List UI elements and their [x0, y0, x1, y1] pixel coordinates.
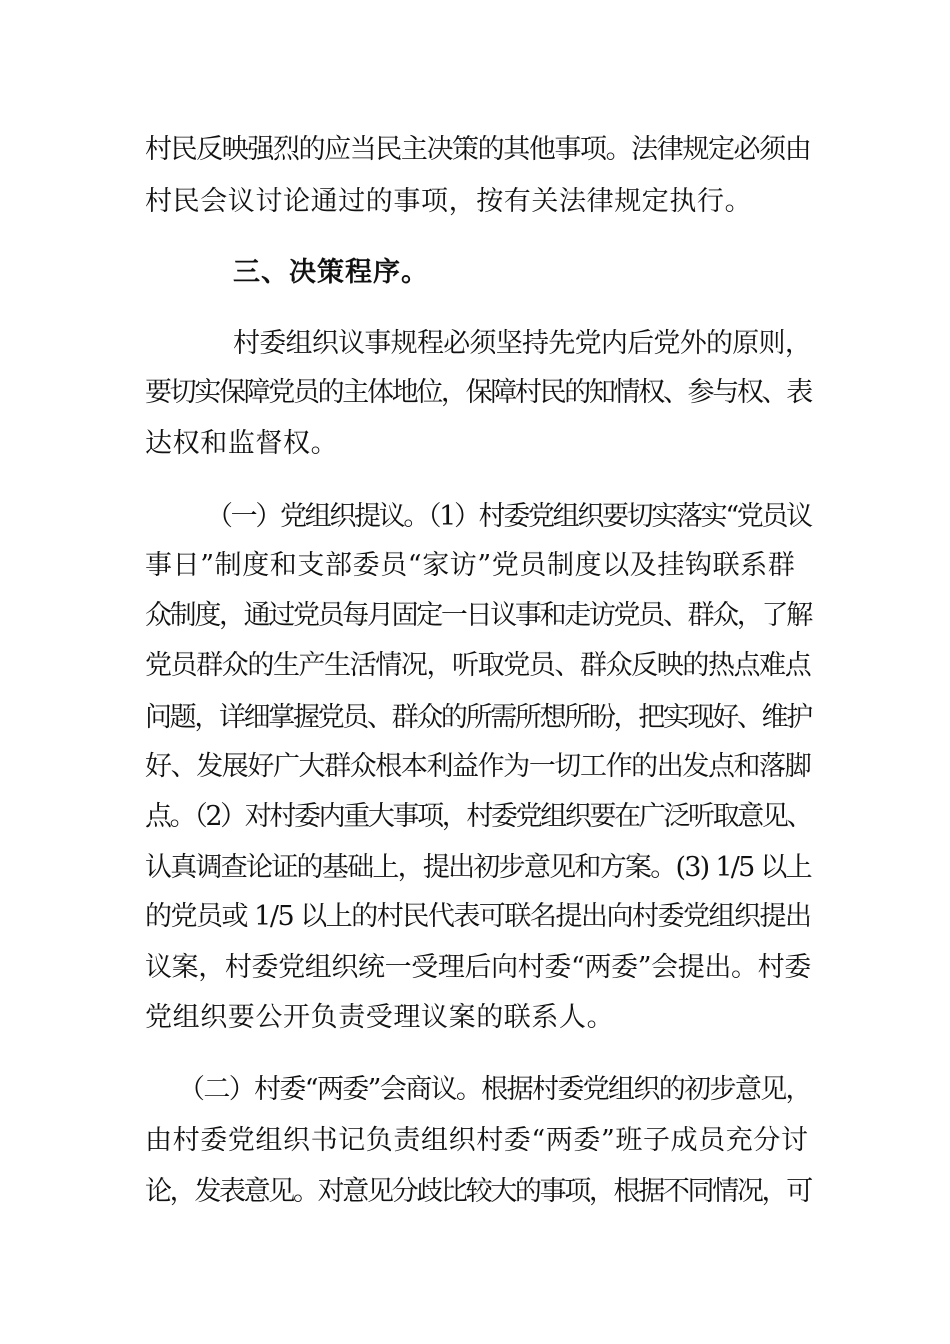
body-text-line: 好、发展好广大群众根本利益作为一切工作的出发点和落脚 — [145, 751, 811, 782]
body-text-line: 党员群众的生产生活情况，听取党员、群众反映的热点难点 — [145, 650, 811, 681]
body-text-line: 问题，详细掌握党员、群众的所需所想所盼，把实现好、维护 — [145, 702, 811, 733]
body-text-line: 议案，村委党组织统一受理后向村委“两委”会提出。村委 — [145, 952, 811, 983]
body-text-line: 认真调查论证的基础上，提出初步意见和方案。(3) 1/5 以上 — [145, 852, 811, 883]
body-text-line: 党组织要公开负责受理议案的联系人。 — [145, 1002, 615, 1033]
body-text-line: （一）党组织提议。（1）村委党组织要切实落实“党员议 — [206, 501, 811, 532]
body-text-line: 点。（2）对村委内重大事项，村委党组织要在广泛听取意见、 — [145, 801, 812, 832]
body-text-line: 论，发表意见。对意见分歧比较大的事项，根据不同情况，可 — [145, 1176, 811, 1207]
body-text-line: 众制度，通过党员每月固定一日议事和走访党员、群众，了解 — [145, 600, 811, 631]
body-text-line: 村民反映强烈的应当民主决策的其他事项。法律规定必须由 — [145, 134, 811, 165]
body-text-line: 达权和监督权。 — [145, 428, 339, 459]
body-text-line: 的党员或 1/5 以上的村民代表可联名提出向村委党组织提出 — [145, 901, 811, 932]
section-heading: 三、决策程序。 — [233, 257, 429, 288]
body-text-line: （二）村委“两委”会商议。根据村委党组织的初步意见， — [178, 1074, 811, 1105]
body-text-line: 要切实保障党员的主体地位，保障村民的知情权、参与权、表 — [145, 377, 811, 408]
body-text-line: 村委组织议事规程必须坚持先党内后党外的原则， — [233, 328, 812, 359]
body-text-line: 村民会议讨论通过的事项，按有关法律规定执行。 — [145, 186, 753, 217]
body-text-line: 事日”制度和支部委员“家访”党员制度以及挂钩联系群 — [145, 550, 796, 581]
body-text-line: 由村委党组织书记负责组织村委“两委”班子成员充分讨 — [145, 1125, 809, 1156]
